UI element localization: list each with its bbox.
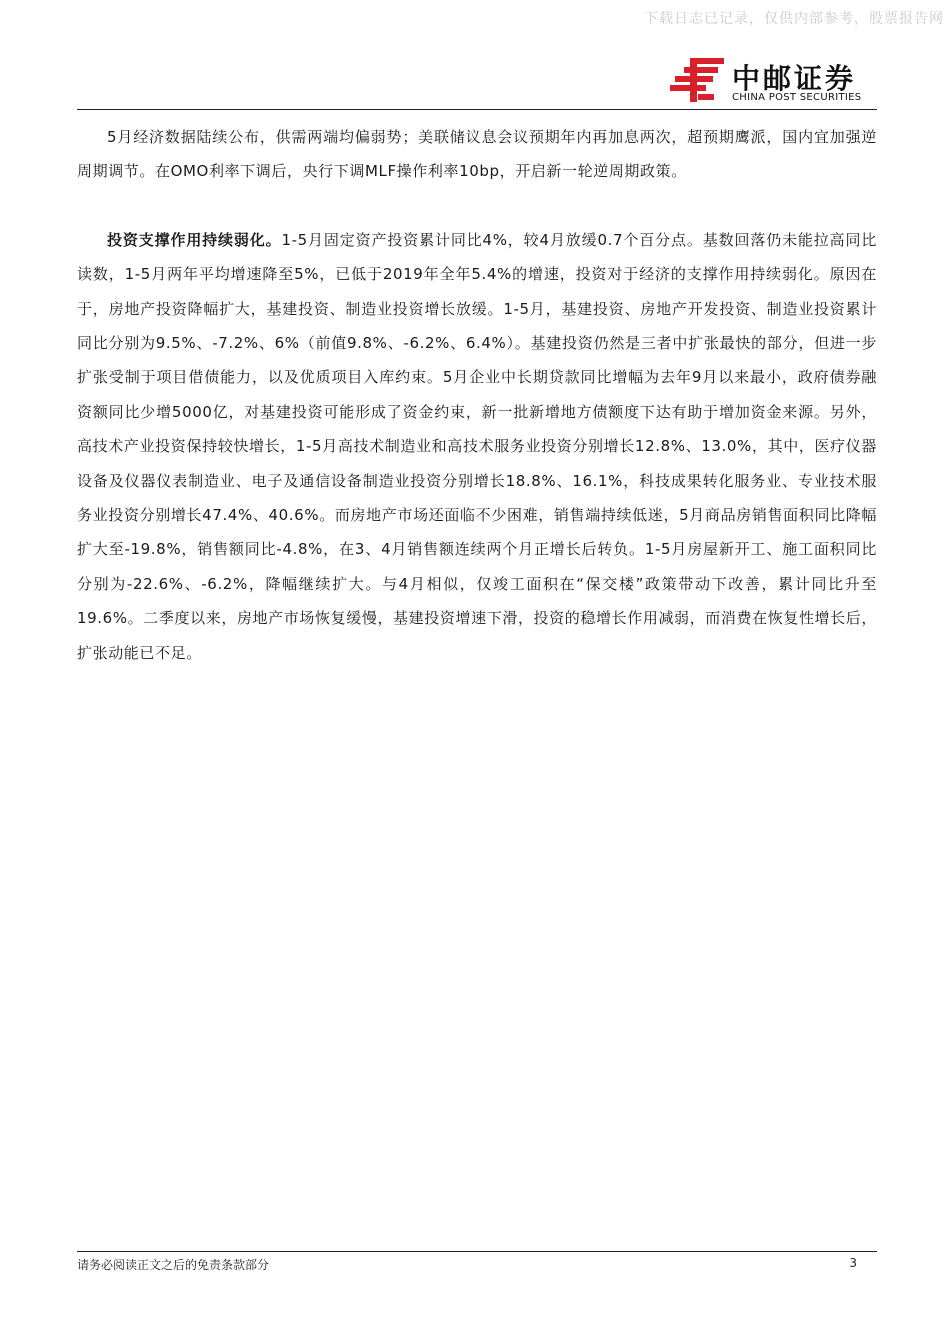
disclaimer-note: 请务必阅读正文之后的免责条款部分 (77, 1258, 270, 1272)
brand-name-en: CHINA POST SECURITIES (732, 92, 862, 103)
page-footer (77, 1256, 857, 1273)
paragraph-body-text: 1-5月固定资产投资累计同比4%，较4月放缓0.7个百分点。基数回落仍未能拉高同比读数，1-5月两年平均增速降至5%，已低于2019年全年5.4%的增速，投资对于经济的支撑作用持续弱化。原因在于，房地产投资降幅扩大，基建投资、制造业投资增长放缓。1-5月，基建投资、房地产开发投资、制造业投资累计同比分别为9.5%、-7.2%、6%（前值9.8%、-6.2%、6.4%）。基建投资仍然是三者中扩张最快的部分，但进一步扩张受制于项目借债能力，以及优质项目入库约束。5月企业中长期贷款同比增幅为去年9月以来最小，政府债券融资额同比少增5000亿，对基建投资可能形成了资金约束，新一批新增地方债额度下达有助于增加资金来源。另外，高技术产业投资保持较快增长，1-5月高技术制造业和高技术服务业投资分别增长12.8%、13.0%，其中，医疗仪器设备及仪器仪表制造业、电子及通信设备制造业投资分别增长18.8%、16.1%，科技成果转化服务业、专业技术服务业投资分别增长47.4%、40.6%。而房地产市场还面临不少困难，销售端持续低迷，5月商品房销售面积同比降幅扩大至-19.8%，销售额同比-4.8%，在3、4月销售额连续两个月正增长后转负。1-5月房屋新开工、施工面积同比分别为-22.6%、-6.2%，降幅继续扩大。与4月相似，仅竣工面积在“保交楼”政策带动下改善，累计同比升至19.6%。二季度以来，房地产市场恢复缓慢，基建投资增速下滑，投资的稳增长作用减弱，而消费在恢复性增长后，扩张动能已不足。 (77, 230, 877, 662)
paragraph-policy-summary: 5月经济数据陆续公布，供需两端均偏弱势；美联储议息会议预期年内再加息两次，超预期鹰派，国内宜加强逆周期调节。在OMO利率下调后，央行下调MLF操作利率10bp，开启新一轮逆周期政策。 (77, 128, 877, 181)
footer-divider (77, 1251, 877, 1252)
header-divider (77, 109, 877, 110)
page-number: 3 (849, 1256, 857, 1270)
page-header (670, 55, 878, 107)
china-post-logo-icon (670, 55, 726, 105)
main-content (77, 120, 877, 670)
paragraph-investment (77, 223, 877, 670)
paragraph-lead-heading: 投资支撑作用持续弱化。 (107, 230, 282, 249)
watermark: 下载日志已记录，仅供内部参考，股票报告网 (644, 11, 944, 27)
brand-name-cn: 中邮证券 (732, 62, 857, 95)
